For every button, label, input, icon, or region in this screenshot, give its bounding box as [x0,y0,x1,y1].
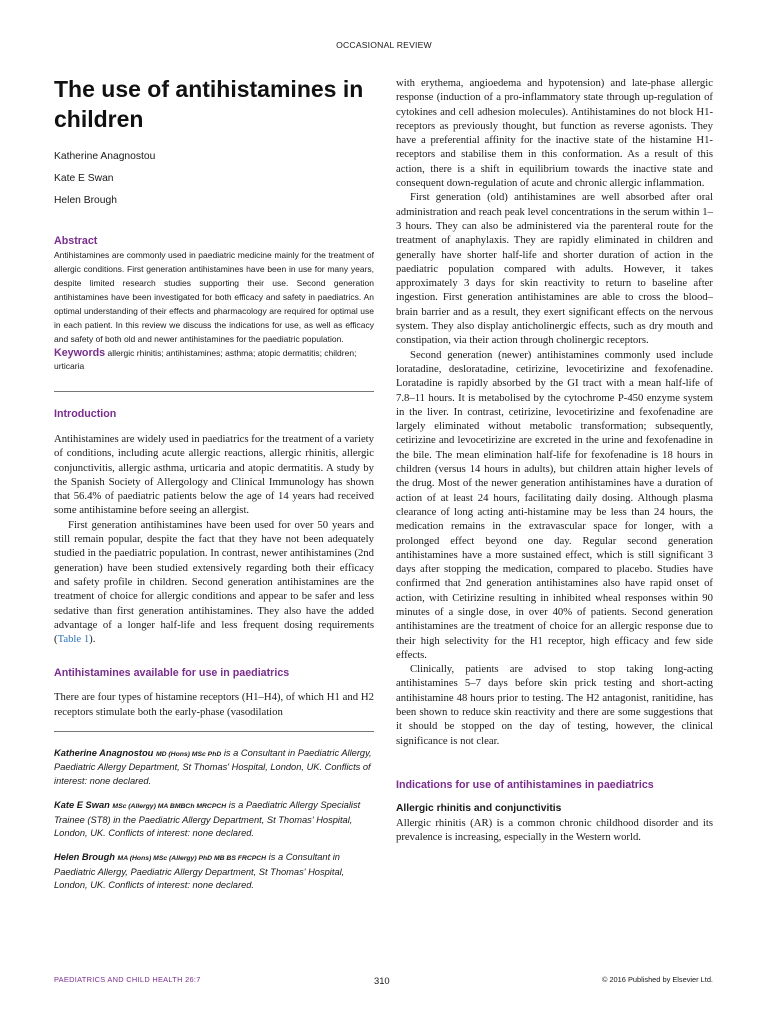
abstract-heading: Abstract [54,235,98,247]
allergic-rhinitis-subheading: Allergic rhinitis and conjunctivitis [396,802,562,814]
page-footer [54,975,713,989]
affiliation-name: Kate E Swan [54,800,110,811]
affiliation [54,799,374,840]
page-number: 310 [374,975,390,986]
affiliation-degrees: MSc (Allergy) MA BMBCh MRCPCH [112,803,227,811]
paragraph-text: First generation antihistamines have been used for over 50 years and still remain popular, despite the fact that they have not been adequately studied in the paediatric population. In contrast, newer antihistamines (2nd generation) have been studied extensively regarding both their efficacy and safety profile in children. Second generation antihistamines are the treatment of choice for allergic conditions and appear to be safer and less sedative than first generation antihistamines. They also have the added advantage of a longer half-life and less frequent dosing requirements ( [54,518,374,646]
running-header: OCCASIONAL REVIEW [336,40,432,50]
abstract-text: Antihistamines are commonly used in paediatric medicine mainly for the treatment of allergic conditions. First generation antihistamines have been in use for many years, despite limited research studies supporting their use. Second generation antihistamines have been investigated for both efficacy and safety in paediatrics. An optimal understanding of their effects and pharmacology are required for optimal use in each patient. In this review we discuss the indications for use, as well as efficacy and safety of both old and newer antihistamines for the paediatric population. [54,250,374,344]
keywords-label: Keywords [54,347,106,359]
available-paragraph: There are four types of histamine receptors (H1–H4), of which H1 and H2 receptors stimulate both the early-phase (vasodilation [54,691,374,718]
indications-heading: Indications for use of antihistamines in paediatrics [396,778,654,791]
body-paragraph: Clinically, patients are advised to stop taking long-acting antihistamines 5–7 days before skin prick testing and short-acting antihistamine 48 hours prior to testing. The H2 antagonist, ranitidine, has been shown to reduce skin reactivity and there are some suggestions that it should be stopped on the day of testing, however, the clinical significance is not clear. [396,663,713,747]
introduction-paragraph: Antihistamines are widely used in paediatrics for the treatment of a variety of conditions, including acute allergic reactions, allergic rhinitis, allergic conjunctivitis, allergic asthma, urticaria and atopic dermatitis. A study by the Spanish Society of Allergology and Clinical Immunology has shown that 56.4% of paediatric patients below the age of 14 years had received some antihistamine before seeing an allergist. [54,433,374,517]
affiliation-degrees: MD (Hons) MSc PhD [155,751,222,759]
article-title: The use of antihistamines in children [54,76,364,132]
body-paragraph: with erythema, angioedema and hypotension) and late-phase allergic response (induction of a pro-inflammatory state through up-regulation of cytokines and cell adhesion molecules). Antihistamines do not block H1-receptors as previously thought, but function as reverse agonists. They have a preferential affinity for the inactive state of the histamine H1-receptors and stabilise them in this conformation. As a result of this action, there is a shift in equilibrium towards the inactive state and consequent down-regulation of acute and chronic allergic inflammation. [396,77,713,190]
left-column [54,74,374,904]
body-paragraph: Second generation (newer) antihistamines commonly used include loratadine, desloratadine, cetirizine, levocetirizine and fexofenadine. Loratadine is rapidly absorbed by the GI tract with a mean half-life of 7.8–11 hours. It is metabolised by the cytochrome P-450 enzyme system in the liver. In contrast, cetirizine, levocetirizine and fexofenadine are largely eliminated without metabolic transformation; subsequently, cetirizine and levocetirizine are excreted in the urine and fexofenadine in the bile. The mean elimination half-life for fexofenadine is 18 hours in children (versus 14 hours in adults), but children attain higher levels of the drug. Most of the newer generation antihistamines have a duration of action of at least 24 hours, facilitating daily dosing. Although plasma clearance of long acting anti-histamine may be less than 24 hours, the medication remains in the extravascular space for longer, with a prolonged effect beyond one day. Regular second generation antihistamines have a more sustained effect, which is still significant 3 days after stopping the medication, compared to placebo. Studies have confirmed that 2nd generation antihistamines also have rapid onset of action, with Cetirizine resulting in inhibited wheal responses within 90 minutes of a single dose, in over 40% of patients. Second generation antihistamines are the treatment of choice for an allergic response due to their high selectivity for the H1 receptor, high efficacy and few side effects. [396,348,713,661]
affiliation-text: is a Consultant in Paediatric Allergy, Paediatric Allergy Department, St Thomas' Hospital, London, UK. Conflicts of interest: none declared. [54,748,372,786]
introduction-heading: Introduction [54,408,117,420]
keywords-text: allergic rhinitis; antihistamines; asthma; atopic dermatitis; children; urticaria [54,348,357,371]
keywords [54,347,374,373]
body-paragraph: First generation (old) antihistamines are well absorbed after oral administration and reach peak level concentrations in the serum within 1–3 hours. They can also be administered via the parenteral route for the treatment of anaphylaxis. They are rapidly eliminated in children and generally have shorter half-life and shorter duration of action in the paediatric population compared with adults. However, it takes approximately 3 days for skin reactivity to return to baseline after ingestion. First generation antihistamines are able to cross the blood–brain barrier and as a result, they exert significant effects on the nervous system. They also display anticholinergic effects, such as dry mouth and constipation, via their action through cholinergic receptors. [396,191,713,347]
affiliation-text: is a Paediatric Allergy Specialist Trainee (ST8) in the Paediatric Allergy Department, St Thomas' Hospital, London, UK. Conflicts of interest: none declared. [54,800,361,839]
affiliation [54,851,374,892]
author-name: Helen Brough [54,195,117,206]
introduction-paragraph [54,518,374,647]
section-divider [54,391,374,392]
affiliation [54,747,374,788]
footer-journal: PAEDIATRICS AND CHILD HEALTH 26:7 [54,975,201,984]
author-name: Katherine Anagnostou [54,151,156,162]
right-column [396,74,713,845]
affiliation-text: is a Consultant in Paediatric Allergy, Paediatric Allergy Department, St Thomas' Hospital, London, UK. Conflicts of interest: none declared. [54,852,345,891]
affiliation-degrees: MA (Hons) MSc (Allergy) PhD MB BS FRCPCH [117,855,267,863]
table-1-link[interactable]: Table 1 [57,633,90,646]
affiliation-name: Katherine Anagnostou [54,748,154,759]
affiliation-name: Helen Brough [54,852,115,863]
footer-copyright: © 2016 Published by Elsevier Ltd. [601,975,713,984]
available-heading: Antihistamines available for use in paediatrics [54,667,290,680]
affiliation-divider [54,731,374,732]
author-name: Kate E Swan [54,173,114,184]
body-paragraph: Allergic rhinitis (AR) is a common chronic childhood disorder and its prevalence is increasing, especially in the Western world. [396,816,713,844]
author-affiliations [54,747,374,893]
paragraph-text: ). [89,633,96,646]
